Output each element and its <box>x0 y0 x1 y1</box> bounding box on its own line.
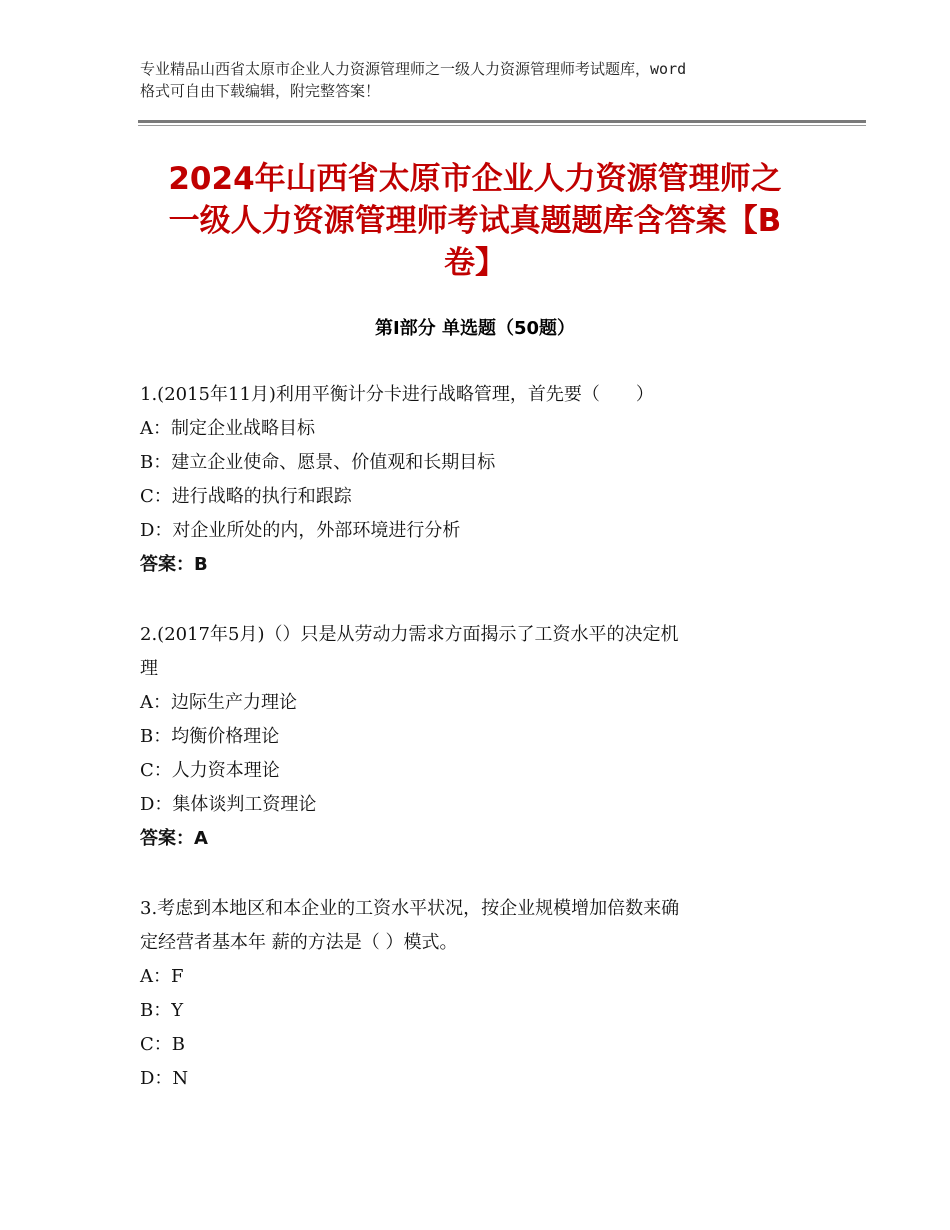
question-3 <box>140 892 820 1096</box>
question-1 <box>140 378 820 582</box>
question-2 <box>140 618 820 856</box>
question-stem: 3.考虑到本地区和本企业的工资水平状况，按企业规模增加倍数来确 <box>140 898 680 919</box>
option-d: D：对企业所处的内，外部环境进行分析 <box>140 520 461 541</box>
header-note-line: 格式可自由下载编辑，附完整答案！ <box>140 82 381 100</box>
option-d: D：集体谈判工资理论 <box>140 794 317 815</box>
question-stem: 1.(2015年11月)利用平衡计分卡进行战略管理，首先要（ ） <box>140 384 654 405</box>
header-note-line: 专业精品山西省太原市企业人力资源管理师之一级人力资源管理师考试题库，word <box>140 60 687 78</box>
option-c: C：B <box>140 1034 185 1055</box>
option-a: A：F <box>140 966 184 987</box>
question-stem: 理 <box>140 658 158 679</box>
option-a: A：边际生产力理论 <box>140 692 297 713</box>
option-c: C：人力资本理论 <box>140 760 280 781</box>
document-title-line: 卷】 <box>444 245 506 281</box>
question-stem: 定经营者基本年 薪的方法是（ ）模式。 <box>140 932 458 953</box>
option-a: A：制定企业战略目标 <box>140 418 315 439</box>
question-stem: 2.(2017年5月)（）只是从劳动力需求方面揭示了工资水平的决定机 <box>140 624 679 645</box>
option-c: C：进行战略的执行和跟踪 <box>140 486 352 507</box>
document-title-line: 一级人力资源管理师考试真题题库含答案【B <box>168 203 782 239</box>
header-note <box>140 58 820 102</box>
header-divider-thin <box>138 125 866 126</box>
option-b: B：均衡价格理论 <box>140 726 280 747</box>
header-divider <box>138 120 866 123</box>
answer-label: 答案：A <box>140 828 208 849</box>
option-d: D：N <box>140 1068 189 1089</box>
answer-label: 答案：B <box>140 554 208 575</box>
document-title-line: 2024年山西省太原市企业人力资源管理师之 <box>168 161 782 197</box>
section-title: 第Ⅰ部分 单选题（50题） <box>374 318 575 339</box>
option-b: B：建立企业使命、愿景、价值观和长期目标 <box>140 452 496 473</box>
document-title <box>120 158 830 284</box>
option-b: B：Y <box>140 1000 184 1021</box>
